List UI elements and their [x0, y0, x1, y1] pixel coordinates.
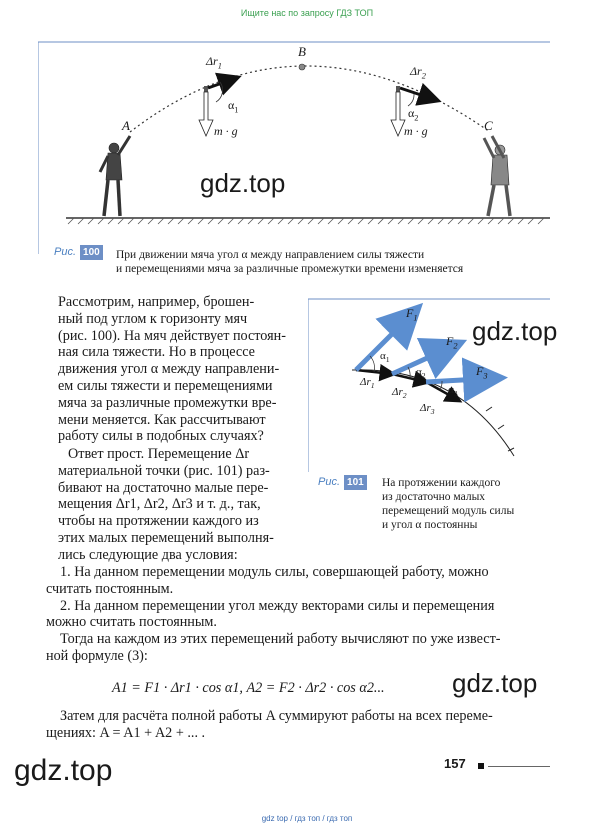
- figure-101-caption-label: Рис. 101: [318, 472, 367, 490]
- alpha1-label: $\alpha_1$: [228, 98, 239, 115]
- condition-1-line-2: считать постоянным.: [46, 580, 174, 597]
- paragraph-4: Затем для расчёта полной работы A суммируют работы на всех переме- щениях: A = A1 + A2 + ... .: [46, 708, 493, 741]
- paragraph-2: Ответ прост. Перемещение Δr материальной точки (рис. 101) раз- бивают на достаточно малые пере- мещения Δr1, Δr2, Δr3 и т. д., так, чтобы на протяжении каждого из этих малых перемещений выполня- лись следующие два условия:: [58, 446, 274, 563]
- alpha2-label: $\alpha_2$: [408, 106, 419, 123]
- f3-label: $F_3$: [476, 364, 488, 381]
- conditions-block: [46, 564, 550, 665]
- dr1-label: $\Delta r_1$: [360, 376, 375, 391]
- f1-label: $F_1$: [406, 306, 418, 323]
- figure-100: [38, 40, 550, 274]
- delta-r2-label: $\Delta r_2$: [410, 64, 426, 81]
- header-link[interactable]: Ищите нас по запросу ГДЗ ТОП: [240, 8, 374, 18]
- point-a-label: A: [122, 118, 130, 133]
- person-a-icon: [100, 136, 130, 216]
- a3-label: $\alpha_3$: [448, 384, 458, 399]
- page-marker: [478, 763, 484, 769]
- dr3-label: $\Delta r_3$: [420, 402, 435, 417]
- page-number: 157: [444, 756, 466, 771]
- formula: A1 = F1 · Δr1 · cos α1, A2 = F2 · Δr2 · cos α2...: [112, 680, 385, 696]
- page-rule: [488, 766, 550, 767]
- figure-100-caption: При движении мяча угол α между направлением силы тяжести и перемещениями мяча за различные промежутки времени изменяется: [116, 249, 464, 275]
- condition-1-line-1: 1. На данном перемещении модуль силы, совершающей работу, можно: [60, 564, 489, 580]
- figure-101-caption: На протяжении каждого из достаточно малых перемещений модуль силы и угол α постоянны: [382, 477, 515, 531]
- watermark-1: gdz.top: [200, 168, 286, 198]
- f2-label: $F_2$: [446, 334, 458, 351]
- point-c-label: C: [484, 118, 493, 133]
- watermark-3: gdz.top: [452, 668, 538, 698]
- condition-2-line-2: можно считать постоянным.: [46, 614, 217, 631]
- watermark-2: gdz.top: [472, 316, 558, 346]
- figure-100-illustration: [38, 40, 550, 274]
- figure-100-caption-label: Рис. 100: [54, 242, 103, 260]
- watermark-4: gdz.top: [14, 754, 113, 787]
- paragraph-3-line-1: Тогда на каждом из этих перемещений работу вычисляют по уже извест-: [60, 631, 501, 648]
- paragraph-3-line-2: ной формуле (3):: [46, 647, 148, 664]
- condition-2-line-1: 2. На данном перемещении угол между векторами силы и перемещения: [60, 597, 495, 614]
- a2-label: $\alpha_2$: [416, 366, 426, 381]
- a1-label: $\alpha_1$: [380, 350, 390, 365]
- delta-r1-label: $\Delta r_1$: [206, 54, 222, 71]
- gravity-force-label-2: m · g: [404, 124, 428, 138]
- gravity-force-label-1: m · g: [214, 124, 238, 138]
- person-c-icon: [484, 136, 510, 216]
- footer-link[interactable]: gdz top / гдз топ / гдз топ: [261, 814, 353, 823]
- paragraph-1: Рассмотрим, например, брошен- ный под углом к горизонту мяч (рис. 100). На мяч действует постоян- ная сила тяжести. Но в процессе движения угол α между направлени- ем силы тяжести и перемещениями мяча за различные промежутки вре- мени меняется. Как рассчитывают работу силы в подобных случаях?: [58, 294, 286, 445]
- dr2-label: $\Delta r_2$: [392, 386, 407, 401]
- point-b-label: B: [298, 44, 306, 59]
